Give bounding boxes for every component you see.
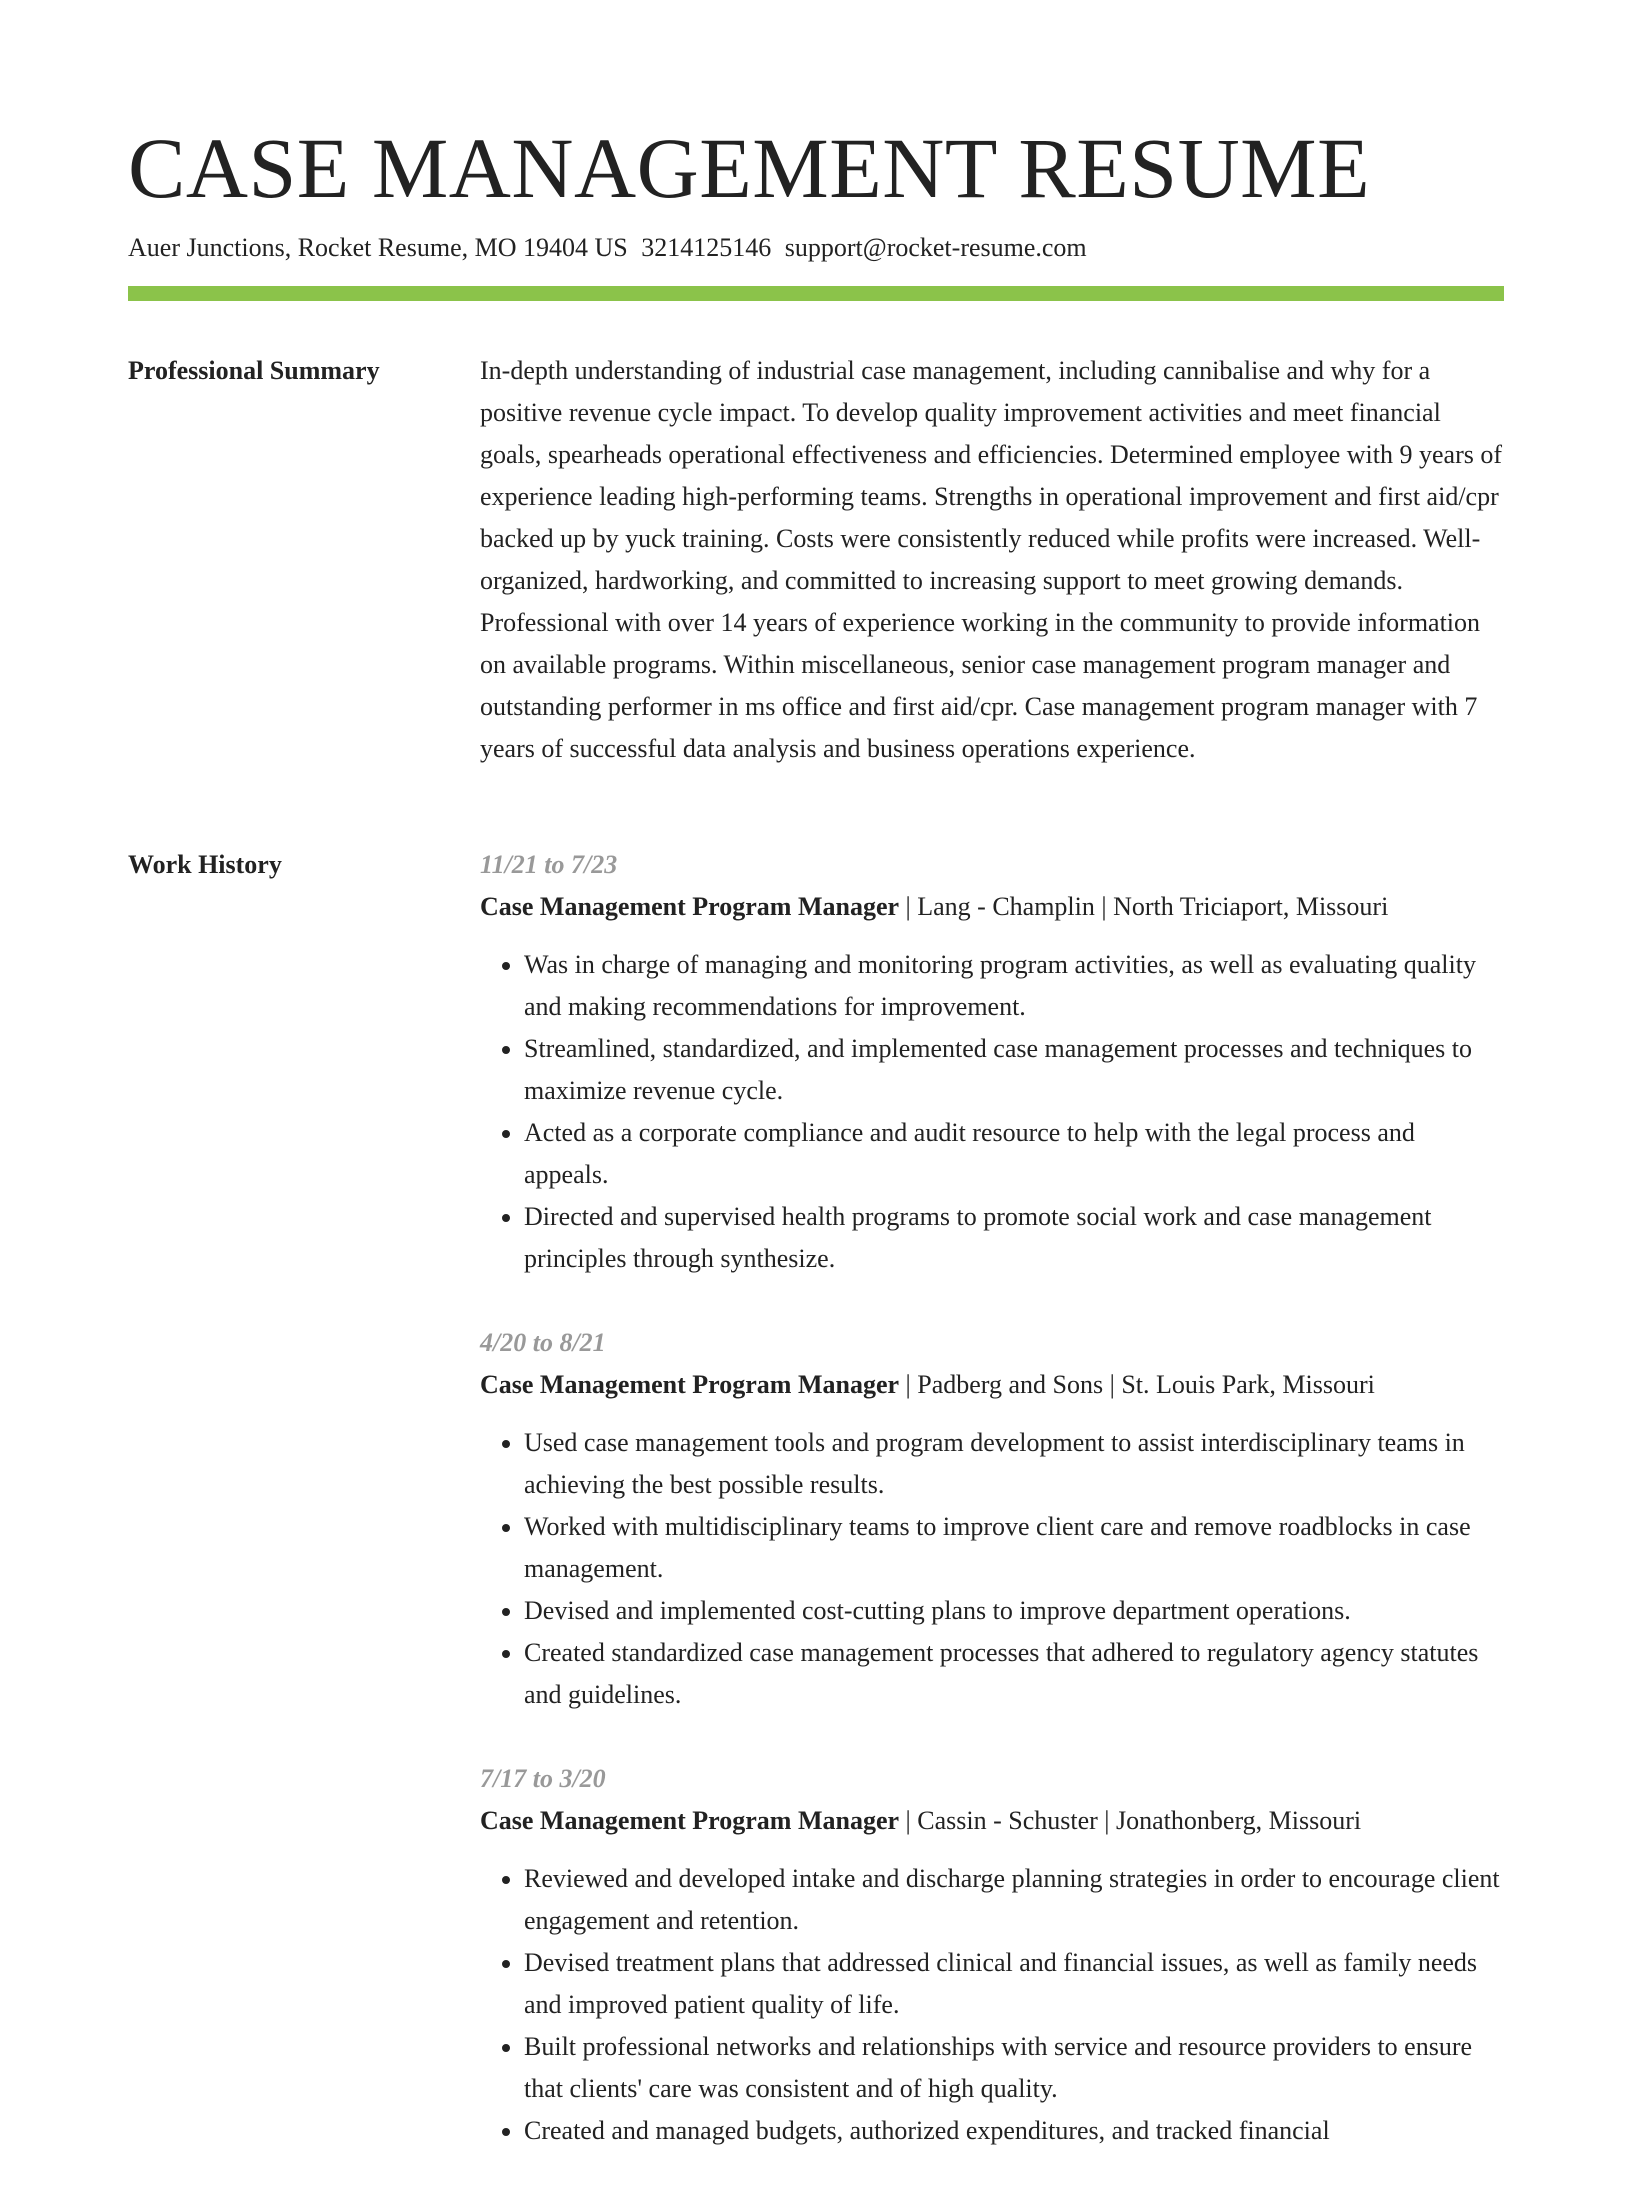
job-company: Padberg and Sons: [917, 1370, 1104, 1399]
job-bullet: • Was in charge of managing and monitoring program activities, as well as evaluating quality and making recommendations for improvement.: [524, 944, 1504, 1028]
job-bullet: • Streamlined, standardized, and implemented case management processes and techniques to maximize revenue cycle.: [524, 1028, 1504, 1112]
job-location: North Triciaport, Missouri: [1113, 892, 1389, 921]
summary-text: In-depth understanding of industrial case management, including cannibalise and why for a positive revenue cycle impact. To develop quality improvement activities and meet financial goals, spearheads operational effectiveness and efficiencies. Determined employee with 9 years of experience leading high-performing teams. Strengths in operational improvement and first aid/cpr backed up by yuck training. Costs were consistently reduced while profits were increased. Well-organized, hardworking, and committed to increasing support to meet growing demands. Professional with over 14 years of experience working in the community to provide information on available programs. Within miscellaneous, senior case management program manager and outstanding performer in ms office and first aid/cpr. Case management program manager with 7 years of successful data analysis and business operations experience.: [480, 356, 1503, 763]
job-entry: [480, 844, 1504, 1280]
resume-title: CASE MANAGEMENT RESUME: [128, 120, 1371, 216]
job-company: Cassin - Schuster: [917, 1806, 1098, 1835]
contact-address: Auer Junctions, Rocket Resume, MO 19404 US: [128, 233, 628, 262]
job-company: Lang - Champlin: [917, 892, 1095, 921]
job-bullet: • Used case management tools and program development to assist interdisciplinary teams in achieving the best possible results.: [524, 1422, 1504, 1506]
job-company-sep: |: [899, 892, 918, 921]
summary-body: [480, 350, 1504, 770]
contact-line: [128, 230, 1087, 266]
job-location-sep: |: [1094, 892, 1114, 921]
job-bullet: • Created and managed budgets, authorized expenditures, and tracked financial: [524, 2110, 1504, 2152]
job-entry: [480, 1322, 1504, 1716]
job-bullet: • Devised treatment plans that addressed clinical and financial issues, as well as family needs and improved patient quality of life.: [524, 1942, 1504, 2026]
job-heading: [480, 1364, 1504, 1406]
job-dates: 7/17 to 3/20: [480, 1764, 606, 1793]
summary-label: Professional Summary: [128, 356, 380, 385]
job-location: Jonathonberg, Missouri: [1116, 1806, 1362, 1835]
job-location-sep: |: [1103, 1370, 1122, 1399]
accent-divider: [128, 286, 1504, 301]
job-bullet: • Reviewed and developed intake and discharge planning strategies in order to encourage client engagement and retention.: [524, 1858, 1504, 1942]
work-history-body: [480, 844, 1504, 2194]
job-bullets: [480, 1858, 1504, 2152]
job-bullet: • Devised and implemented cost-cutting plans to improve department operations.: [524, 1590, 1504, 1632]
job-bullet: • Built professional networks and relationships with service and resource providers to ensure that clients' care was consistent and of high quality.: [524, 2026, 1504, 2110]
work-history-label: Work History: [128, 850, 282, 879]
job-bullet: • Directed and supervised health programs to promote social work and case management principles through synthesize.: [524, 1196, 1504, 1280]
job-bullets: [480, 1422, 1504, 1716]
job-title: Case Management Program Manager: [480, 1370, 900, 1399]
job-title: Case Management Program Manager: [480, 892, 900, 921]
job-location-sep: |: [1097, 1806, 1117, 1835]
job-entry: [480, 1758, 1504, 2152]
job-company-sep: |: [899, 1806, 918, 1835]
job-bullet: • Worked with multidisciplinary teams to improve client care and remove roadblocks in case management.: [524, 1506, 1504, 1590]
job-title: Case Management Program Manager: [480, 1806, 900, 1835]
job-bullet: • Acted as a corporate compliance and audit resource to help with the legal process and appeals.: [524, 1112, 1504, 1196]
contact-email: support@rocket-resume.com: [784, 233, 1087, 262]
job-company-sep: |: [899, 1370, 918, 1399]
job-bullet: • Created standardized case management processes that adhered to regulatory agency statutes and guidelines.: [524, 1632, 1504, 1716]
job-heading: [480, 1800, 1504, 1842]
job-dates: 4/20 to 8/21: [480, 1328, 606, 1357]
contact-phone: 3214125146: [641, 233, 772, 262]
job-bullets: [480, 944, 1504, 1280]
job-heading: [480, 886, 1504, 928]
job-dates: 11/21 to 7/23: [480, 850, 618, 879]
job-location: St. Louis Park, Missouri: [1121, 1370, 1375, 1399]
